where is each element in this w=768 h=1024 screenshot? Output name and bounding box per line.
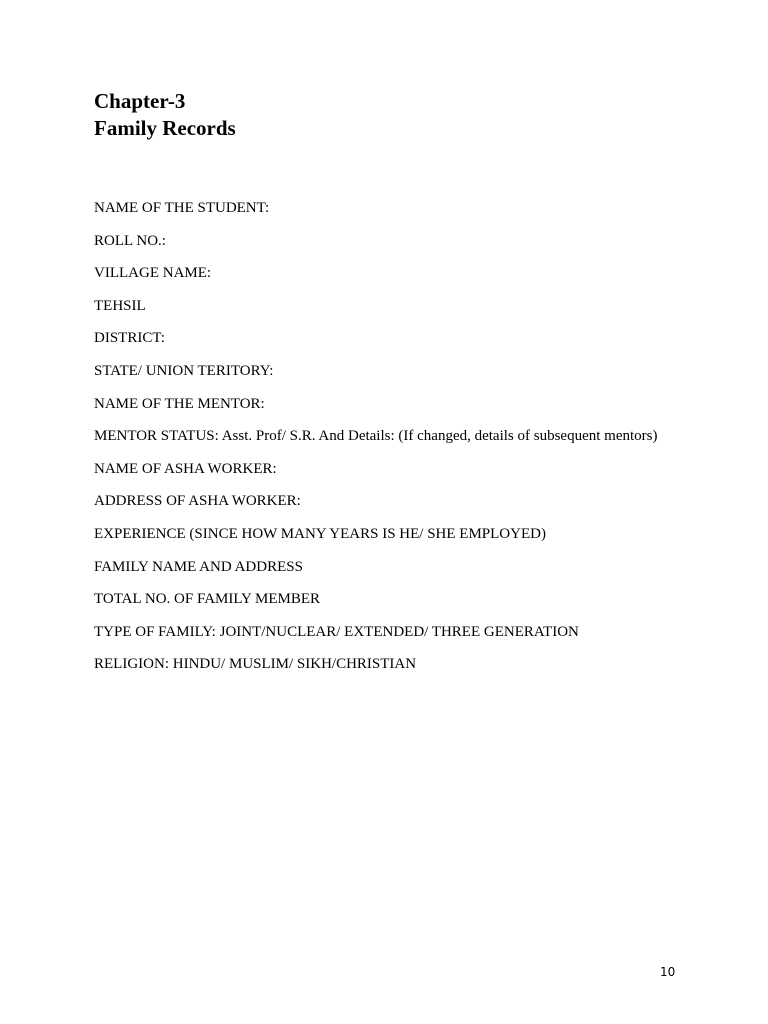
page-number: 10 — [660, 965, 676, 979]
field-family-type: TYPE OF FAMILY: JOINT/NUCLEAR/ EXTENDED/ THREE GENERATION — [94, 623, 579, 640]
chapter-title: Family Records — [94, 116, 236, 140]
field-mentor-name: NAME OF THE MENTOR: — [94, 395, 265, 412]
field-mentor-status: MENTOR STATUS: Asst. Prof/ S.R. And Details: (If changed, details of subsequent mentors) — [94, 428, 658, 445]
field-student-name: NAME OF THE STUDENT: — [94, 200, 270, 216]
field-total-family-members: TOTAL NO. OF FAMILY MEMBER — [94, 591, 321, 608]
field-roll-no: ROLL NO.: — [94, 232, 166, 249]
field-village-name: VILLAGE NAME: — [94, 265, 212, 282]
field-asha-worker-address: ADDRESS OF ASHA WORKER: — [94, 493, 301, 510]
chapter-heading — [94, 88, 236, 142]
field-district: DISTRICT: — [94, 330, 165, 347]
field-religion: RELIGION: HINDU/ MUSLIM/ SIKH/CHRISTIAN — [94, 656, 417, 673]
field-tehsil: TEHSIL — [94, 297, 146, 314]
field-family-name-address: FAMILY NAME AND ADDRESS — [94, 558, 303, 575]
field-asha-worker-name: NAME OF ASHA WORKER: — [94, 460, 277, 477]
field-state-union-territory: STATE/ UNION TERITORY: — [94, 362, 274, 379]
field-experience: EXPERIENCE (SINCE HOW MANY YEARS IS HE/ SHE EMPLOYED) — [94, 525, 546, 542]
chapter-number: Chapter-3 — [94, 89, 186, 113]
record-fields — [94, 200, 674, 689]
